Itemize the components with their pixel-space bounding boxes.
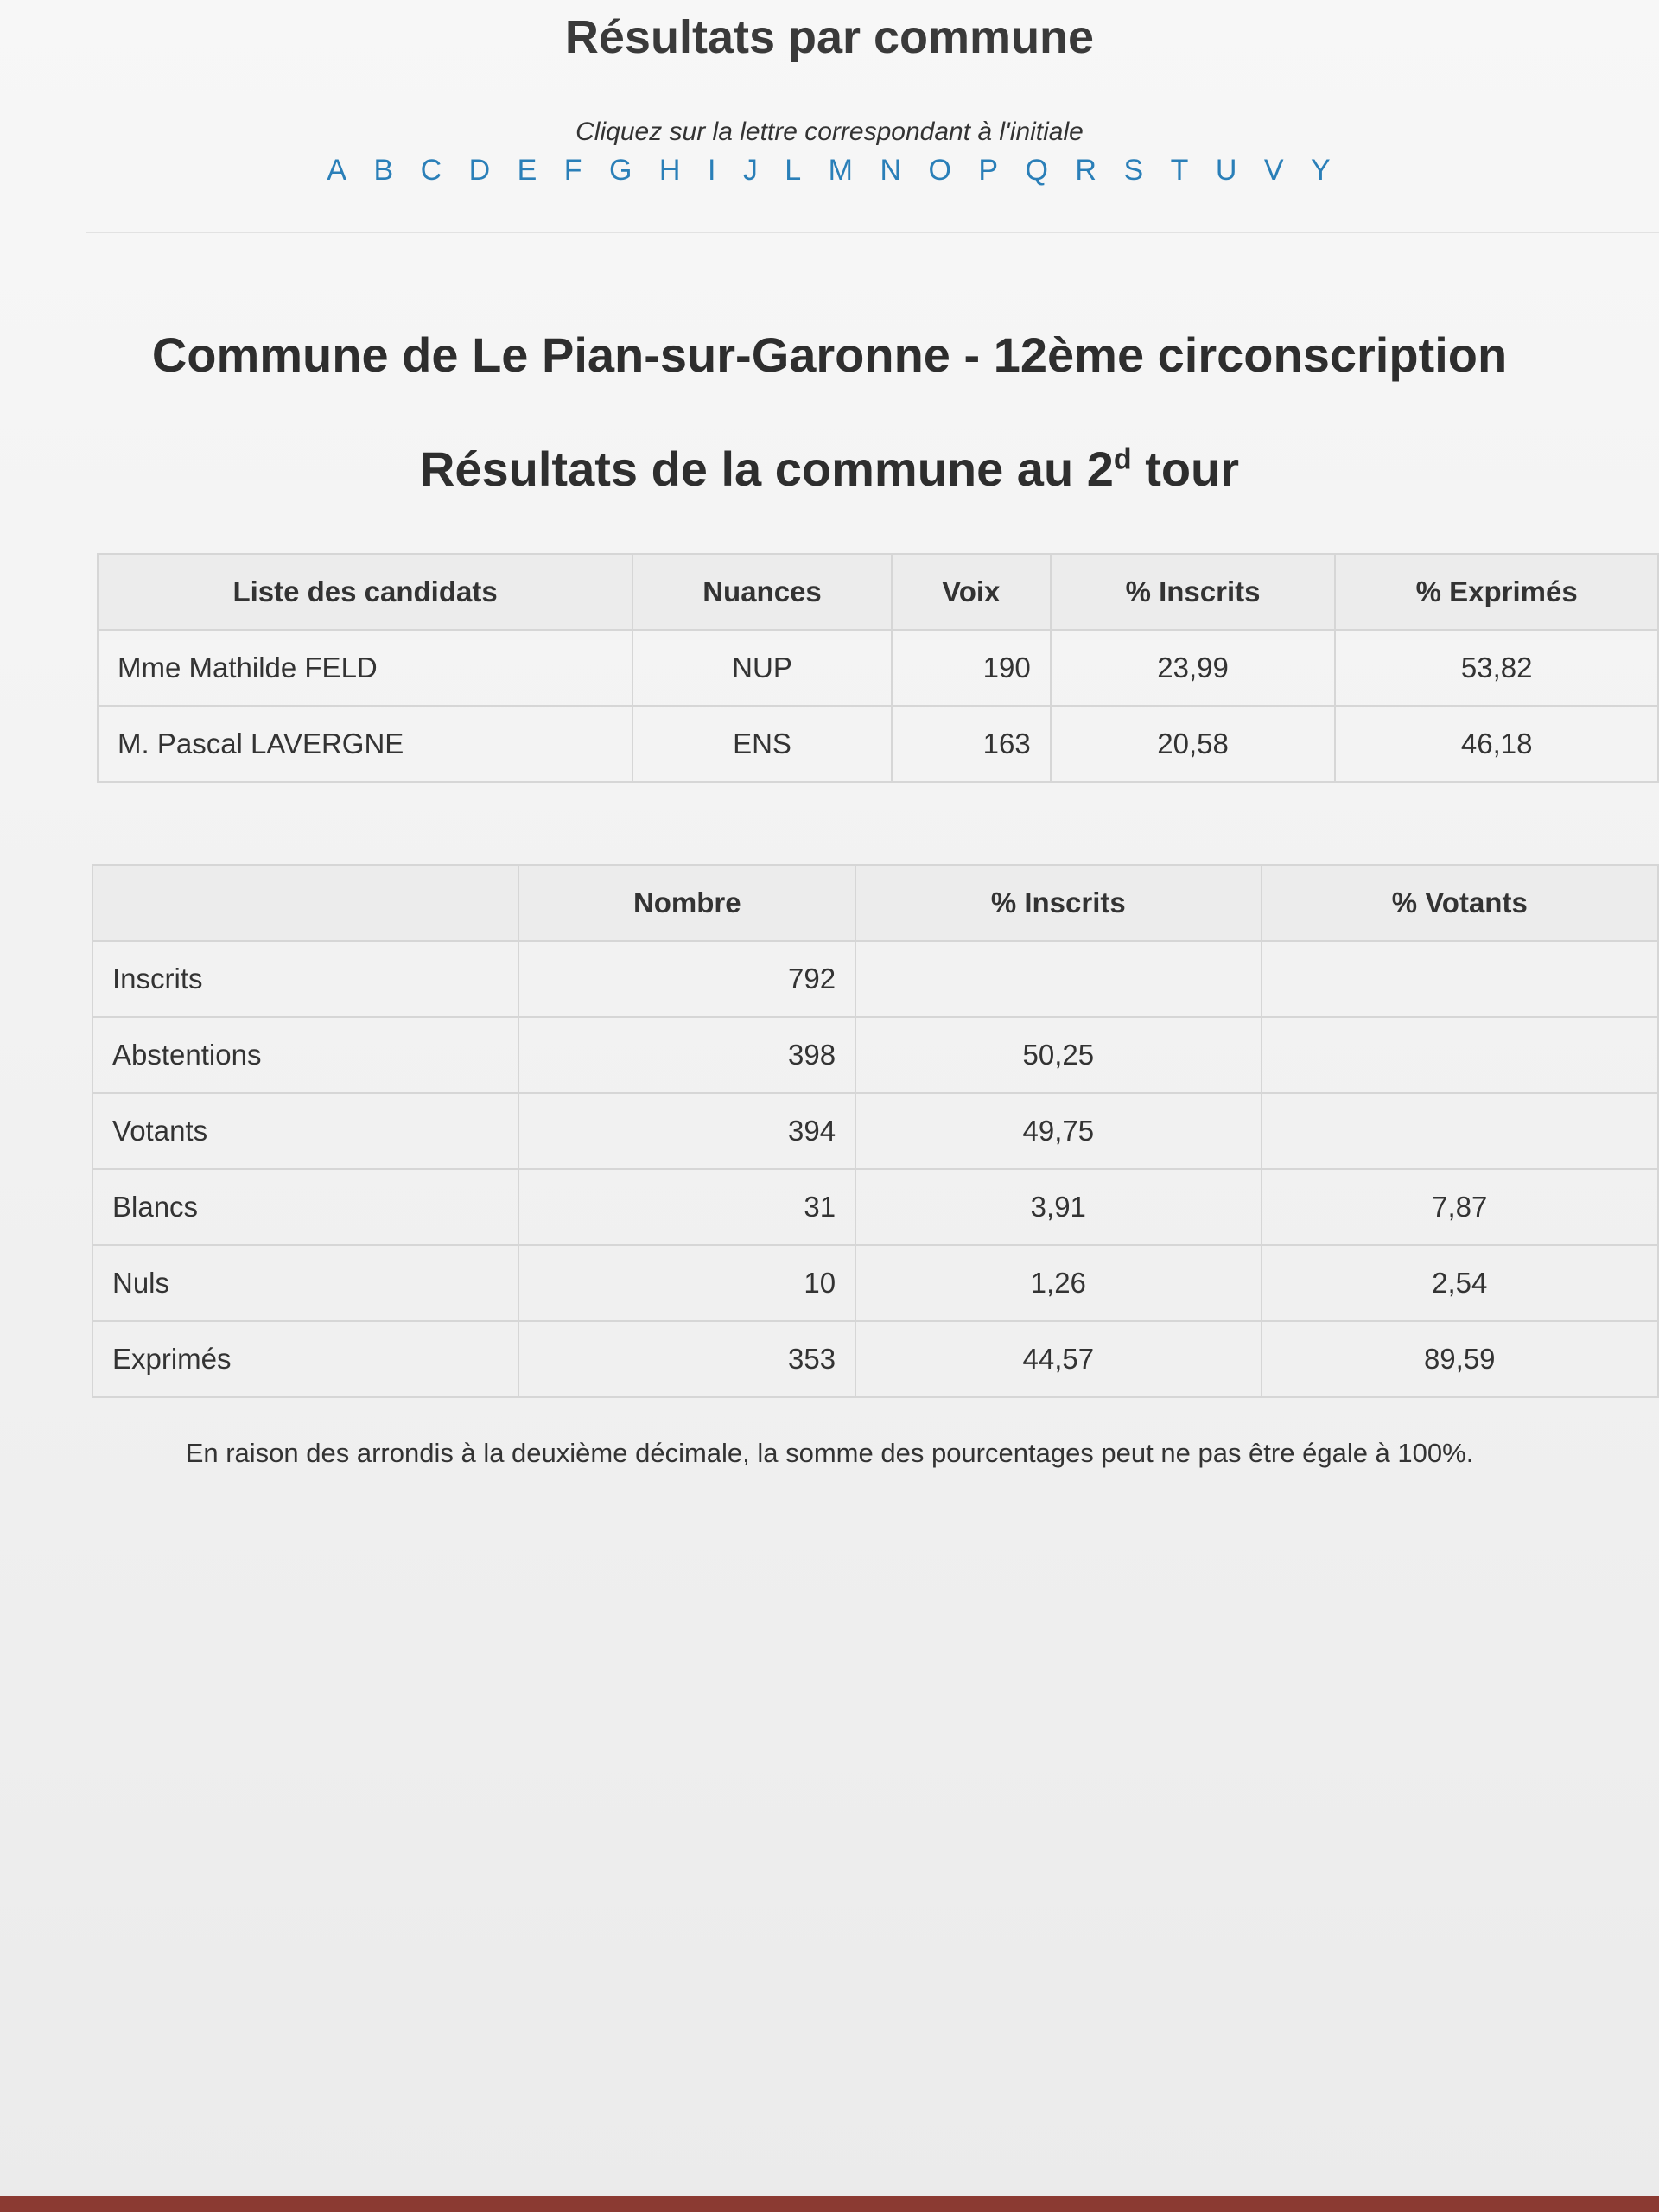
row-count: 353 — [518, 1321, 855, 1397]
page-title: Résultats par commune — [564, 11, 1095, 63]
divider — [86, 232, 1659, 233]
column-header: % Inscrits — [855, 865, 1261, 941]
table-surface — [0, 2196, 1659, 2212]
column-header: % Inscrits — [1051, 554, 1336, 630]
row-pct-inscrits: 49,75 — [855, 1093, 1261, 1169]
round-title-main: Résultats de la commune au 2 — [419, 442, 1114, 496]
row-pct-inscrits: 50,25 — [855, 1017, 1261, 1093]
letter-link-e[interactable]: E — [517, 154, 539, 187]
letter-link-b[interactable]: B — [373, 154, 396, 187]
candidate-name: M. Pascal LAVERGNE — [98, 706, 632, 782]
row-count: 394 — [518, 1093, 855, 1169]
row-count: 398 — [518, 1017, 855, 1093]
row-pct-votants: 2,54 — [1262, 1245, 1658, 1321]
row-label: Exprimés — [92, 1321, 518, 1397]
round-title-superscript: d — [1113, 442, 1132, 476]
letter-link-f[interactable]: F — [563, 154, 584, 187]
candidate-pct-inscrits: 20,58 — [1051, 706, 1336, 782]
row-pct-inscrits: 1,26 — [855, 1245, 1261, 1321]
row-pct-votants: 89,59 — [1262, 1321, 1658, 1397]
letter-link-g[interactable]: G — [609, 154, 634, 187]
table-header-row — [98, 554, 1658, 630]
table-header-row — [92, 865, 1658, 941]
table-row — [92, 1169, 1658, 1245]
column-header: Voix — [892, 554, 1051, 630]
table-row — [92, 941, 1658, 1017]
column-header: Liste des candidats — [98, 554, 632, 630]
letter-link-q[interactable]: Q — [1025, 154, 1050, 187]
row-label: Inscrits — [92, 941, 518, 1017]
letter-link-y[interactable]: Y — [1310, 154, 1332, 187]
table-row — [92, 1321, 1658, 1397]
candidate-name: Mme Mathilde FELD — [98, 630, 632, 706]
column-header: Nombre — [518, 865, 855, 941]
letter-link-t[interactable]: T — [1170, 154, 1191, 187]
row-count: 10 — [518, 1245, 855, 1321]
table-row — [92, 1245, 1658, 1321]
row-count: 31 — [518, 1169, 855, 1245]
row-label: Votants — [92, 1093, 518, 1169]
alphabet-index — [0, 154, 1659, 188]
candidate-pct-exprimes: 53,82 — [1335, 630, 1658, 706]
candidates-table — [97, 553, 1659, 783]
table-row — [98, 706, 1658, 782]
table-row — [98, 630, 1658, 706]
candidate-votes: 190 — [892, 630, 1051, 706]
candidate-pct-inscrits: 23,99 — [1051, 630, 1336, 706]
letter-link-v[interactable]: V — [1263, 154, 1286, 187]
letter-link-s[interactable]: S — [1123, 154, 1146, 187]
letter-link-j[interactable]: J — [742, 154, 760, 187]
table-row — [92, 1017, 1658, 1093]
rounding-footnote: En raison des arrondis à la deuxième décimale, la somme des pourcentages peut ne pas être égale à 100%. — [185, 1438, 1474, 1468]
letter-link-c[interactable]: C — [420, 154, 444, 187]
letter-link-o[interactable]: O — [928, 154, 953, 187]
column-header: % Exprimés — [1335, 554, 1658, 630]
letter-link-i[interactable]: I — [707, 154, 718, 187]
row-pct-votants — [1262, 941, 1658, 1017]
participation-table — [92, 864, 1659, 1398]
letter-link-r[interactable]: R — [1075, 154, 1098, 187]
candidate-votes: 163 — [892, 706, 1051, 782]
row-label: Nuls — [92, 1245, 518, 1321]
row-label: Blancs — [92, 1169, 518, 1245]
letter-link-h[interactable]: H — [658, 154, 683, 187]
row-count: 792 — [518, 941, 855, 1017]
row-label: Abstentions — [92, 1017, 518, 1093]
row-pct-inscrits — [855, 941, 1261, 1017]
letter-link-m[interactable]: M — [828, 154, 855, 187]
commune-title: Commune de Le Pian-sur-Garonne - 12ème circonscription — [151, 327, 1508, 382]
round-title-end: tour — [1131, 442, 1240, 496]
column-header: Nuances — [632, 554, 892, 630]
row-pct-votants: 7,87 — [1262, 1169, 1658, 1245]
row-pct-inscrits: 3,91 — [855, 1169, 1261, 1245]
round-title — [0, 441, 1659, 497]
letter-link-u[interactable]: U — [1215, 154, 1239, 187]
alphabet-instructions: Cliquez sur la lettre correspondant à l'initiale — [575, 118, 1084, 146]
table-row — [92, 1093, 1658, 1169]
column-header — [92, 865, 518, 941]
letter-link-d[interactable]: D — [468, 154, 493, 187]
row-pct-votants — [1262, 1017, 1658, 1093]
letter-link-p[interactable]: P — [978, 154, 1001, 187]
letter-link-a[interactable]: A — [327, 154, 349, 187]
candidate-pct-exprimes: 46,18 — [1335, 706, 1658, 782]
letter-link-n[interactable]: N — [880, 154, 904, 187]
letter-link-l[interactable]: L — [785, 154, 804, 187]
candidate-nuance: NUP — [632, 630, 892, 706]
row-pct-votants — [1262, 1093, 1658, 1169]
row-pct-inscrits: 44,57 — [855, 1321, 1261, 1397]
column-header: % Votants — [1262, 865, 1658, 941]
candidate-nuance: ENS — [632, 706, 892, 782]
